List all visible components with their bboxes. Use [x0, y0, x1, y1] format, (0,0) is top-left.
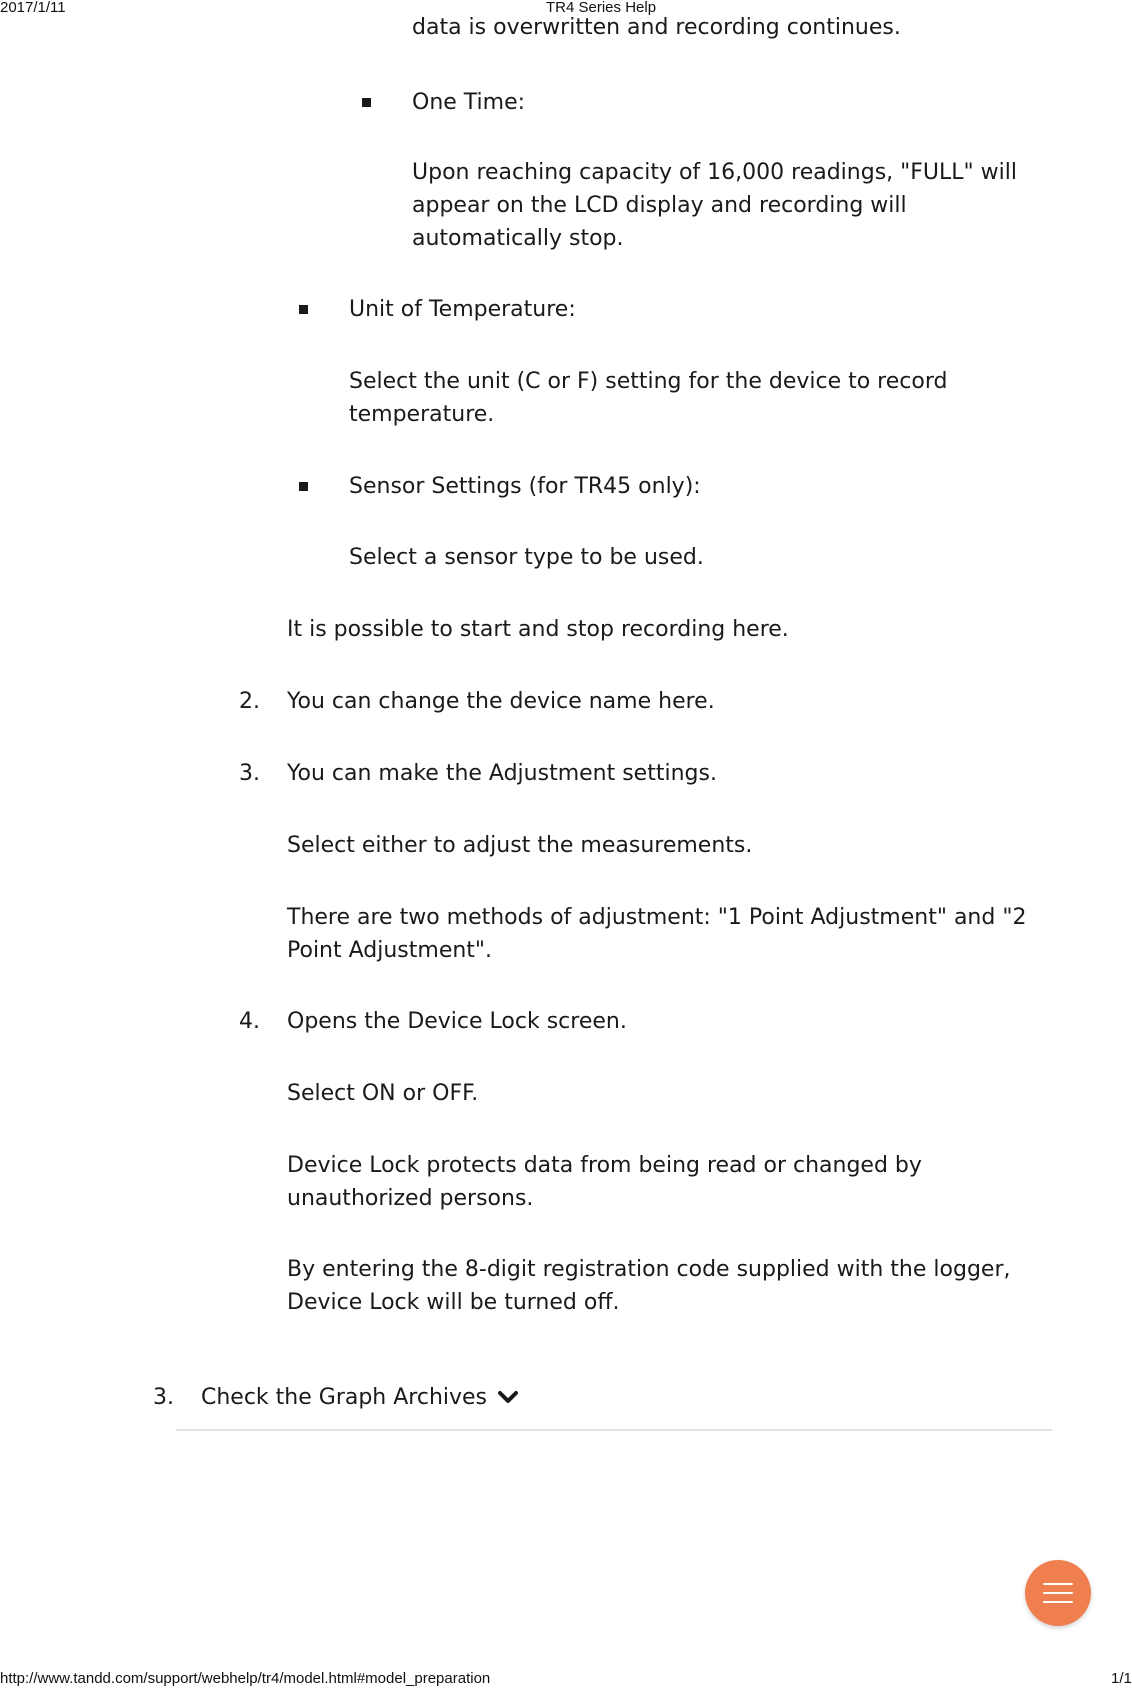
section-3-number: 3. [153, 1385, 174, 1410]
registration-code-line: By entering the 8-digit registration code supplied with the logger, [287, 1257, 1011, 1282]
device-lock-desc-line: unauthorized persons. [287, 1186, 534, 1211]
bullet-one-time [362, 98, 371, 107]
section-divider [176, 1429, 1052, 1431]
overwrite-continuation-text: data is overwritten and recording continues. [412, 15, 901, 40]
device-lock-desc-line: Device Lock protects data from being read or changed by [287, 1153, 922, 1178]
item-3-desc: Select either to adjust the measurements. [287, 833, 753, 858]
unit-desc-line: Select the unit (C or F) setting for the device to record [349, 369, 948, 394]
start-stop-note: It is possible to start and stop recording here. [287, 617, 789, 642]
sensor-settings-label: Sensor Settings (for TR45 only): [349, 474, 701, 499]
item-2-text: You can change the device name here. [287, 689, 715, 714]
section-3-toggle[interactable] [201, 1381, 519, 1415]
sensor-settings-desc: Select a sensor type to be used. [349, 545, 704, 570]
item-3-text: You can make the Adjustment settings. [287, 761, 717, 786]
print-page-number: 1/1 [1111, 1670, 1132, 1687]
one-time-desc-line: appear on the LCD display and recording will [412, 193, 907, 218]
item-4-number: 4. [239, 1009, 260, 1034]
bullet-unit-of-temperature [299, 305, 308, 314]
item-4-text: Opens the Device Lock screen. [287, 1009, 627, 1034]
unit-of-temperature-label: Unit of Temperature: [349, 297, 576, 322]
adjustment-methods-line: There are two methods of adjustment: "1 Point Adjustment" and "2 [287, 905, 1027, 930]
chevron-down-icon[interactable] [497, 1382, 519, 1415]
adjustment-methods-line: Point Adjustment". [287, 938, 493, 963]
one-time-label: One Time: [412, 90, 526, 115]
unit-desc-line: temperature. [349, 402, 495, 427]
section-3-title: Check the Graph Archives [201, 1385, 488, 1410]
item-2-number: 2. [239, 689, 260, 714]
item-3-number: 3. [239, 761, 260, 786]
one-time-desc-line: automatically stop. [412, 226, 624, 251]
registration-code-line: Device Lock will be turned off. [287, 1290, 620, 1315]
one-time-desc-line: Upon reaching capacity of 16,000 readings, "FULL" will [412, 160, 1017, 185]
print-title: TR4 Series Help [546, 0, 657, 16]
item-4-desc: Select ON or OFF. [287, 1081, 479, 1106]
print-url: http://www.tandd.com/support/webhelp/tr4/model.html#model_preparation [0, 1670, 491, 1687]
menu-button[interactable] [1025, 1560, 1091, 1626]
print-date: 2017/1/11 [0, 0, 66, 16]
bullet-sensor-settings [299, 482, 308, 491]
